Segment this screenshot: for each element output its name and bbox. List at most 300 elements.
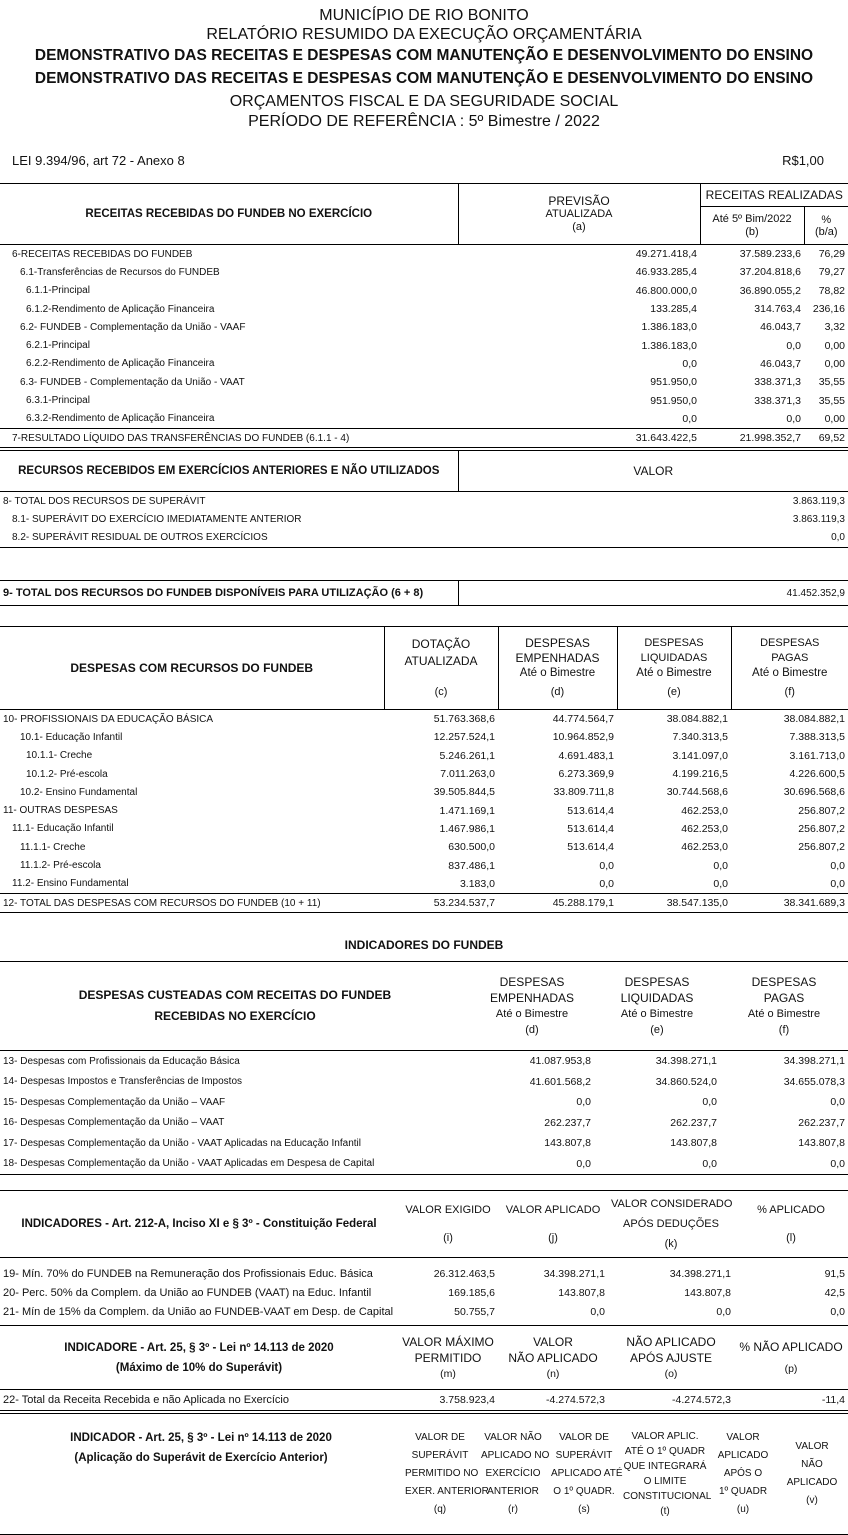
indicador-paga: 0,0 — [720, 1154, 848, 1175]
disponiveis-label: 9- TOTAL DOS RECURSOS DO FUNDEB DISPONÍVEIS PARA UTILIZAÇÃO (6 + 8) — [0, 581, 458, 606]
col-empenhadas-l2: EMPENHADAS — [515, 651, 600, 665]
ind-col-empenhadas-l4: (d) — [525, 1024, 539, 1036]
receita-pct: 0,00 — [824, 412, 845, 425]
col-pct-nao-aplicado-l1: % NÃO APLICADO — [739, 1339, 843, 1354]
despesa-dotacao: 12.257.524,1 — [433, 731, 495, 744]
despesa-paga: 38.084.882,1 — [783, 713, 845, 726]
art212-label: 19- Mín. 70% do FUNDEB na Remuneração dos Profissionais Educ. Básica — [3, 1267, 373, 1280]
ind-col-liquidadas-l4: (e) — [650, 1024, 664, 1036]
col-valor-maximo — [398, 1326, 498, 1390]
col-valor-aplicado-l1: VALOR APLICADO — [505, 1204, 601, 1216]
col-nao-aplicado-l1: VALOR — [533, 1334, 573, 1349]
despesa-empenhada: 33.809.711,8 — [553, 786, 614, 799]
receita-pct: 0,00 — [824, 357, 845, 370]
art25b-title-l2: (Aplicação do Superávit de Exercício Anterior) — [74, 1452, 328, 1464]
despesa-label: 10- PROFISSIONAIS DA EDUCAÇÃO BÁSICA — [3, 713, 214, 725]
indicador-paga: 0,0 — [830, 1096, 845, 1109]
despesa-liquidada: 462.253,0 — [681, 822, 728, 835]
receita-pct: 35,55 — [818, 394, 845, 407]
receita-label: 6.3.1-Principal — [26, 395, 90, 407]
indicador-label: 15- Despesas Complementação da União – VAAF — [3, 1096, 226, 1108]
receita-pct: 35,55 — [818, 376, 845, 389]
col-valor-maximo-l1: VALOR MÁXIMO — [402, 1334, 494, 1349]
receita-pct: 236,16 — [812, 303, 845, 316]
receita-label: 6.2.2-Rendimento de Aplicação Financeira — [26, 358, 215, 370]
despesa-liquidada: 3.141.097,0 — [672, 749, 728, 762]
art25a-row-label: 22- Total da Receita Recebida e não Aplicada no Exercício — [0, 1390, 398, 1411]
art212-aplicado: 143.807,8 — [558, 1286, 605, 1299]
indicador-empenhada: 0,0 — [576, 1096, 591, 1109]
indicadores-table — [0, 961, 848, 1175]
indicador-row — [0, 1092, 848, 1113]
art25b-u-line: (u) — [736, 1504, 750, 1515]
art25b-q-line: (q) — [433, 1504, 447, 1515]
despesa-row — [0, 747, 848, 765]
col-valor-exigido-l2: (i) — [443, 1232, 453, 1244]
indicadores-title: INDICADORES DO FUNDEB — [344, 938, 504, 952]
despesa-empenhada: 0,0 — [599, 877, 614, 890]
despesa-liquidada: 0,0 — [713, 859, 728, 872]
indicador-label: 13- Despesas com Profissionais da Educação Básica — [3, 1055, 240, 1067]
col-valor-considerado — [608, 1191, 734, 1258]
receita-label: 6-RECEITAS RECEBIDAS DO FUNDEB — [12, 248, 193, 260]
ind-col-pagas-l2: PAGAS — [763, 991, 805, 1005]
receita-label: 6.3.2-Rendimento de Aplicação Financeira — [26, 413, 215, 425]
col-nao-aplicado-ajuste-l3: (o) — [664, 1367, 678, 1380]
col-ate-bim-l2: (b) — [745, 225, 759, 238]
col-valor-aplicado — [498, 1191, 608, 1258]
art212-exigido: 50.755,7 — [454, 1305, 495, 1318]
reference-period: PERÍODO DE REFERÊNCIA : 5º Bimestre / 2022 — [248, 113, 600, 130]
art25b-title — [0, 1414, 402, 1535]
art212-pct: 91,5 — [824, 1267, 845, 1280]
receita-realizada: 338.371,3 — [754, 376, 801, 389]
despesa-empenhada: 513.614,4 — [567, 841, 614, 854]
receita-total-row — [0, 428, 848, 447]
art25b-s-line: O 1º QUADR. — [553, 1486, 615, 1497]
receita-pct: 76,29 — [818, 248, 845, 261]
col-valor-considerado-l3: (k) — [664, 1238, 678, 1250]
receitas-title: RECEITAS RECEBIDAS DO FUNDEB NO EXERCÍCIO — [0, 184, 458, 245]
receita-row — [0, 391, 848, 409]
art25b-r-line: EXERCÍCIO — [485, 1468, 541, 1479]
anterior-row — [0, 510, 848, 528]
art25b-s-line: SUPERÁVIT — [555, 1450, 613, 1461]
despesa-label: 10.1.2- Pré-escola — [26, 768, 108, 780]
receita-realizada: 0,0 — [786, 339, 801, 352]
despesas-table — [0, 626, 848, 913]
receita-row — [0, 318, 848, 336]
indicador-empenhada: 143.807,8 — [544, 1137, 591, 1150]
art212-label: 21- Mín de 15% da Complem. da União ao FUNDEB-VAAT em Desp. de Capital — [3, 1305, 394, 1318]
despesa-empenhada: 0,0 — [599, 859, 614, 872]
indicador-paga: 34.655.078,3 — [783, 1075, 845, 1088]
indicadores-subtitle-l1: DESPESAS CUSTEADAS COM RECEITAS DO FUNDEB — [78, 988, 392, 1002]
despesa-row — [0, 801, 848, 819]
art212-row — [0, 1302, 848, 1321]
despesa-empenhada: 6.273.369,9 — [558, 768, 614, 781]
receita-row — [0, 282, 848, 300]
ind-col-pagas-l1: DESPESAS — [751, 975, 817, 989]
despesa-empenhada: 10.964.852,9 — [552, 731, 614, 744]
receita-pct: 79,27 — [818, 266, 845, 279]
indicadores-subtitle-l2: RECEBIDAS NO EXERCÍCIO — [154, 1009, 316, 1023]
col-valor-considerado-l1: VALOR CONSIDERADO — [611, 1198, 733, 1210]
despesa-dotacao: 1.467.986,1 — [439, 822, 495, 835]
budget-subtitle: ORÇAMENTOS FISCAL E DA SEGURIDADE SOCIAL — [229, 93, 619, 110]
art25b-v-line: APLICADO — [786, 1477, 838, 1488]
col-nao-aplicado — [498, 1326, 608, 1390]
despesa-label: 10.1.1- Creche — [26, 750, 93, 762]
col-previsao — [458, 184, 700, 245]
art25b-t-line: O LIMITE — [643, 1476, 687, 1487]
anterior-valor: 0,0 — [458, 529, 848, 548]
indicador-row — [0, 1154, 848, 1175]
law-reference: LEI 9.394/96, art 72 - Anexo 8 — [12, 153, 185, 168]
col-pct-l2: (b/a) — [814, 225, 838, 238]
despesa-liquidada: 462.253,0 — [681, 841, 728, 854]
receita-previsao: 46.933.285,4 — [635, 266, 697, 279]
col-valor-nao-aplicado-anterior — [478, 1414, 548, 1535]
receita-previsao: 951.950,0 — [650, 376, 697, 389]
col-pagas-l4: (f) — [784, 686, 795, 698]
despesa-total-label: 12- TOTAL DAS DESPESAS COM RECURSOS DO FUNDEB (10 + 11) — [0, 893, 384, 912]
receita-row — [0, 355, 848, 373]
ind-col-empenhadas-l1: DESPESAS — [499, 975, 565, 989]
art25a-row-o: -4.274.572,3 — [608, 1390, 734, 1411]
despesa-dotacao: 7.011.263,0 — [440, 768, 495, 781]
ind-col-pagas-l4: (f) — [778, 1024, 790, 1036]
art25b-t-line: QUE INTEGRARÁ — [623, 1461, 707, 1472]
art25b-s-line: APLICADO ATÉ — [551, 1468, 623, 1479]
despesa-dotacao: 3.183,0 — [459, 877, 495, 890]
art212-aplicado: 34.398.271,1 — [543, 1267, 605, 1280]
ind-col-liquidadas-l2: LIQUIDADAS — [620, 991, 694, 1005]
art212-row — [0, 1258, 848, 1284]
art25a-table — [0, 1325, 848, 1411]
col-pct-aplicado-l1: % APLICADO — [757, 1204, 825, 1216]
col-valor-aplicado-l2: (j) — [548, 1232, 558, 1244]
receita-pct: 3,32 — [824, 321, 845, 334]
despesa-label: 11.1.1- Creche — [20, 841, 86, 853]
receita-row — [0, 373, 848, 391]
col-pagas — [731, 627, 848, 710]
indicador-label: 17- Despesas Complementação da União - VAAT Aplicadas na Educação Infantil — [3, 1137, 361, 1149]
despesa-liquidada: 38.084.882,1 — [666, 713, 728, 726]
despesa-liquidada: 4.199.216,5 — [672, 768, 728, 781]
municipality-title: MUNICÍPIO DE RIO BONITO — [319, 7, 529, 24]
receita-previsao: 1.386.183,0 — [641, 321, 697, 334]
despesa-empenhada: 44.774.564,7 — [552, 713, 614, 726]
receita-previsao: 0,0 — [682, 412, 697, 425]
art25b-q-line: SUPERÁVIT — [411, 1450, 469, 1461]
despesa-row — [0, 838, 848, 856]
art212-aplicado: 0,0 — [590, 1305, 605, 1318]
receita-label: 6.1-Transferências de Recursos do FUNDEB — [20, 266, 220, 278]
despesa-liquidada: 30.744.568,6 — [666, 786, 728, 799]
col-valor: VALOR — [458, 451, 848, 492]
col-nao-aplicado-ajuste-l1: NÃO APLICADO — [626, 1334, 716, 1349]
col-empenhadas-l4: (d) — [550, 686, 565, 698]
receita-previsao: 49.271.418,4 — [635, 248, 697, 261]
despesa-empenhada: 4.691.483,1 — [558, 749, 614, 762]
art25b-q-line: EXER. ANTERIOR — [405, 1486, 489, 1497]
col-previsao-l2: ATUALIZADA — [545, 207, 613, 220]
despesa-paga: 3.161.713,0 — [789, 749, 845, 762]
receitas-table — [0, 183, 848, 448]
col-ate-bim-l1: Até 5º Bim/2022 — [712, 212, 792, 225]
col-liquidadas — [617, 627, 731, 710]
col-previsao-l1: PREVISÃO — [548, 193, 610, 208]
art212-exigido: 26.312.463,5 — [433, 1267, 495, 1280]
anterior-label: 8.1- SUPERÁVIT DO EXERCÍCIO IMEDIATAMENTE ANTERIOR — [12, 513, 302, 525]
art212-pct: 0,0 — [830, 1305, 845, 1318]
indicador-paga: 34.398.271,1 — [783, 1055, 845, 1068]
col-dotacao-l1: DOTAÇÃO — [411, 636, 471, 651]
anterior-label: 8.2- SUPERÁVIT RESIDUAL DE OUTROS EXERCÍCIOS — [0, 529, 458, 548]
currency-unit: R$1,00 — [782, 153, 824, 168]
anterior-label: 8- TOTAL DOS RECURSOS DE SUPERÁVIT — [3, 495, 206, 507]
col-liquidadas-l1: DESPESAS — [644, 637, 704, 649]
indicador-empenhada: 41.601.568,2 — [529, 1075, 591, 1088]
receita-label: 6.2.1-Principal — [26, 340, 90, 352]
col-valor-considerado-l2: APÓS DEDUÇÕES — [623, 1218, 719, 1230]
anterior-row — [0, 492, 848, 511]
receita-label: 6.1.1-Principal — [26, 285, 90, 297]
despesa-label: 11.1- Educação Infantil — [12, 823, 114, 835]
col-pagas-l2: PAGAS — [771, 652, 809, 664]
col-previsao-l3: (a) — [572, 220, 586, 233]
indicador-liquidada: 143.807,8 — [670, 1137, 717, 1150]
art25b-s-line: (s) — [578, 1504, 590, 1515]
art25b-v-line: (v) — [806, 1495, 818, 1506]
despesa-paga: 30.696.568,6 — [783, 786, 845, 799]
receita-realizada: 338.371,3 — [754, 394, 801, 407]
col-empenhadas — [498, 627, 617, 710]
receita-pct: 0,00 — [824, 339, 845, 352]
despesa-total-paga: 38.341.689,3 — [731, 893, 848, 912]
art25a-row-n: -4.274.572,3 — [498, 1390, 608, 1411]
art25a-row-m: 3.758.923,4 — [398, 1390, 498, 1411]
report-title: RELATÓRIO RESUMIDO DA EXECUÇÃO ORÇAMENTÁRIA — [206, 26, 642, 43]
statement-title: DEMONSTRATIVO DAS RECEITAS E DESPESAS COM MANUTENÇÃO E DESENVOLVIMENTO DO ENSINO — [34, 47, 814, 64]
receita-row — [0, 245, 848, 264]
indicador-empenhada: 262.237,7 — [544, 1116, 591, 1129]
art25a-title-l2: (Máximo de 10% do Superávit) — [115, 1361, 283, 1374]
receita-previsao: 0,0 — [682, 357, 697, 370]
ind-col-liquidadas-l3: Até o Bimestre — [620, 1008, 694, 1020]
col-pct-aplicado-l2: (l) — [786, 1232, 796, 1244]
art25a-title — [0, 1326, 398, 1390]
art25b-r-line: APLICADO NO — [481, 1450, 550, 1461]
art212-table — [0, 1190, 848, 1321]
col-nao-aplicado-ajuste-l2: APÓS AJUSTE — [629, 1350, 713, 1365]
despesa-paga: 7.388.313,5 — [789, 731, 845, 744]
despesa-liquidada: 462.253,0 — [681, 804, 728, 817]
despesa-row — [0, 765, 848, 783]
despesa-row — [0, 728, 848, 746]
receita-realizada: 0,0 — [786, 412, 801, 425]
art25b-title-l1: INDICADOR - Art. 25, § 3º - Lei nº 14.113 de 2020 — [70, 1432, 332, 1444]
indicador-empenhada: 0,0 — [470, 1154, 594, 1175]
disponiveis-table — [0, 580, 848, 606]
receita-total-previsao: 31.643.422,5 — [458, 428, 700, 447]
despesa-row — [0, 820, 848, 838]
despesa-paga: 4.226.600,5 — [789, 768, 845, 781]
ind-col-pagas — [720, 962, 848, 1051]
receita-previsao: 46.800.000,0 — [635, 284, 697, 297]
anterior-row — [0, 529, 848, 548]
art212-label: 20- Perc. 50% da Complem. da União ao FUNDEB (VAAT) na Educ. Infantil — [3, 1286, 372, 1299]
art212-considerado: 0,0 — [716, 1305, 731, 1318]
col-pct-nao-aplicado — [734, 1326, 848, 1390]
disponiveis-value: 41.452.352,9 — [458, 581, 848, 606]
receita-previsao: 133.285,4 — [650, 303, 697, 316]
despesa-paga: 256.807,2 — [798, 841, 845, 854]
col-pct — [804, 207, 848, 245]
despesa-row — [0, 710, 848, 729]
despesa-dotacao: 630.500,0 — [448, 841, 495, 854]
indicador-liquidada: 34.398.271,1 — [655, 1055, 717, 1068]
despesa-liquidada: 0,0 — [713, 877, 728, 890]
indicador-empenhada: 41.087.953,8 — [529, 1055, 591, 1068]
ind-col-empenhadas-l2: EMPENHADAS — [489, 991, 575, 1005]
art25b-q-line: VALOR DE — [415, 1432, 465, 1443]
col-nao-aplicado-ajuste — [608, 1326, 734, 1390]
indicador-paga: 262.237,7 — [798, 1116, 845, 1129]
despesa-total-dotacao: 53.234.537,7 — [384, 893, 498, 912]
art25b-t-line: (t) — [660, 1506, 670, 1517]
col-superavit-aplicado — [548, 1414, 623, 1535]
receita-row — [0, 263, 848, 281]
col-valor-maximo-l2: PERMITIDO — [414, 1350, 482, 1365]
despesa-row — [0, 875, 848, 894]
indicador-liquidada: 262.237,7 — [670, 1116, 717, 1129]
indicadores-subtitle — [0, 962, 470, 1051]
despesa-label: 11.1.2- Pré-escola — [20, 860, 101, 872]
despesa-label: 11.2- Ensino Fundamental — [12, 878, 129, 890]
col-pct-l1: % — [821, 213, 832, 226]
col-empenhadas-l1: DESPESAS — [525, 636, 590, 650]
receita-label: 6.2- FUNDEB - Complementação da União - VAAF — [20, 321, 246, 333]
art25b-r-line: (r) — [508, 1504, 518, 1515]
ind-col-liquidadas — [594, 962, 720, 1051]
despesa-dotacao: 39.505.844,5 — [433, 786, 495, 799]
col-valor-superavit — [402, 1414, 489, 1535]
despesa-label: 10.2- Ensino Fundamental — [20, 786, 138, 798]
despesa-dotacao: 51.763.368,6 — [433, 713, 495, 726]
indicador-row — [0, 1051, 848, 1072]
col-liquidadas-l4: (e) — [667, 686, 681, 698]
receita-total-pct: 69,52 — [804, 428, 848, 447]
ind-col-pagas-l3: Até o Bimestre — [747, 1008, 821, 1020]
col-nao-aplicado-l2: NÃO APLICADO — [508, 1350, 598, 1365]
art25b-u-line: APLICADO — [717, 1450, 769, 1461]
art25b-t-line: CONSTITUCIONAL — [623, 1491, 712, 1502]
indicador-liquidada: 34.860.524,0 — [655, 1075, 717, 1088]
receita-label: 6.3- FUNDEB - Complementação da União - VAAT — [20, 376, 245, 388]
despesa-total-row — [0, 893, 848, 912]
receita-label: 6.1.2-Rendimento de Aplicação Financeira — [26, 303, 215, 315]
art25b-t-line: ATÉ O 1º QUADR — [624, 1446, 706, 1457]
receita-realizada: 37.589.233,6 — [739, 248, 801, 261]
ind-col-empenhadas — [470, 962, 594, 1051]
receita-realizada: 314.763,4 — [754, 303, 801, 316]
indicador-row — [0, 1072, 848, 1093]
receita-previsao: 951.950,0 — [650, 394, 697, 407]
despesas-title: DESPESAS COM RECURSOS DO FUNDEB — [0, 627, 384, 710]
art25b-q-line: PERMITIDO NO — [405, 1468, 479, 1479]
receita-row — [0, 336, 848, 354]
col-valor-aplic-quadr — [620, 1414, 710, 1535]
col-valor-exigido — [398, 1191, 498, 1258]
despesa-empenhada: 513.614,4 — [567, 822, 614, 835]
art25b-r-line: VALOR NÃO — [484, 1432, 542, 1443]
art212-title: INDICADORES - Art. 212-A, Inciso XI e § 3º - Constituição Federal — [0, 1191, 398, 1258]
despesa-paga: 0,0 — [830, 859, 845, 872]
art212-considerado: 143.807,8 — [684, 1286, 731, 1299]
col-liquidadas-l2: LIQUIDADAS — [640, 652, 708, 664]
despesa-dotacao: 5.246.261,1 — [439, 749, 495, 762]
col-dotacao-l2: ATUALIZADA — [404, 653, 478, 668]
indicador-row — [0, 1133, 848, 1154]
despesa-paga: 256.807,2 — [798, 804, 845, 817]
art25b-v-line: NÃO — [801, 1459, 823, 1470]
receita-realizada: 36.890.055,2 — [739, 284, 801, 297]
art25b-u-line: VALOR — [726, 1432, 760, 1443]
col-pct-nao-aplicado-l2: (p) — [784, 1362, 798, 1375]
despesa-dotacao: 837.486,1 — [448, 859, 495, 872]
anteriores-table — [0, 450, 848, 548]
indicador-paga: 143.807,8 — [798, 1137, 845, 1150]
receita-total-label: 7-RESULTADO LÍQUIDO DAS TRANSFERÊNCIAS DO FUNDEB (6.1.1 - 4) — [0, 428, 458, 447]
art212-pct: 42,5 — [824, 1286, 845, 1299]
despesa-paga: 0,0 — [830, 877, 845, 890]
despesa-label: 11- OUTRAS DESPESAS — [3, 805, 118, 817]
despesa-dotacao: 1.471.169,1 — [439, 804, 495, 817]
art212-row — [0, 1283, 848, 1302]
indicador-liquidada: 0,0 — [594, 1154, 720, 1175]
col-valor-nao-aplicado — [776, 1414, 848, 1535]
col-valor-maximo-l3: (m) — [440, 1367, 456, 1380]
despesa-paga: 256.807,2 — [798, 822, 845, 835]
receita-pct: 78,82 — [818, 284, 845, 297]
receita-row — [0, 300, 848, 318]
art25b-table — [0, 1413, 848, 1535]
col-pagas-l1: DESPESAS — [760, 637, 820, 649]
despesa-row — [0, 856, 848, 874]
despesa-total-empenhada: 45.288.179,1 — [498, 893, 617, 912]
art25b-v-line: VALOR — [795, 1441, 829, 1452]
art25a-row-p: -11,4 — [734, 1390, 848, 1411]
indicador-label: 14- Despesas Impostos e Transferências de Impostos — [3, 1076, 243, 1088]
art25b-t-line: VALOR APLIC. — [631, 1431, 699, 1442]
col-ate-bim — [700, 207, 804, 245]
col-valor-exigido-l1: VALOR EXIGIDO — [405, 1204, 491, 1216]
receita-row — [0, 410, 848, 429]
despesa-label: 10.1- Educação Infantil — [20, 731, 123, 743]
indicador-label: 18- Despesas Complementação da União - VAAT Aplicadas em Despesa de Capital — [0, 1154, 470, 1175]
receita-realizada: 37.204.818,6 — [739, 266, 801, 279]
col-receitas-realizadas: RECEITAS REALIZADAS — [700, 184, 848, 207]
despesa-empenhada: 513.614,4 — [567, 804, 614, 817]
anterior-valor: 3.863.119,3 — [792, 495, 845, 507]
col-pct-aplicado — [734, 1191, 848, 1258]
receita-realizada: 46.043,7 — [760, 321, 801, 334]
indicador-label: 16- Despesas Complementação da União – VAAT — [3, 1117, 225, 1129]
statement-title-repeat: DEMONSTRATIVO DAS RECEITAS E DESPESAS COM MANUTENÇÃO E DESENVOLVIMENTO DO ENSINO — [34, 70, 814, 87]
art25b-r-line: ANTERIOR — [487, 1486, 539, 1497]
